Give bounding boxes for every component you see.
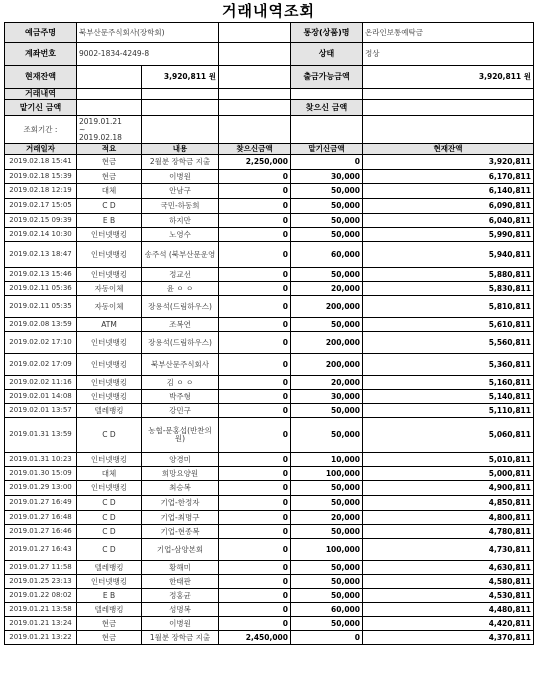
withdraw-cell: 0 [219, 496, 291, 511]
balance-cell: 6,140,811 [363, 184, 534, 199]
date-cell: 2019.02.11 05:36 [5, 282, 77, 296]
date-cell: 2019.02.02 17:10 [5, 332, 77, 354]
memo-cell: 성명복 [142, 603, 219, 617]
withdraw-amount-label: 찾으신 금액 [291, 100, 363, 116]
type-cell: 현금 [77, 631, 142, 645]
table-row [5, 354, 534, 376]
date-cell: 2019.02.18 12:19 [5, 184, 77, 199]
withdraw-cell: 0 [219, 481, 291, 496]
deposit-cell: 60,000 [291, 242, 363, 268]
memo-cell: 장용석(드림하우스) [142, 332, 219, 354]
memo-cell: 안남구 [142, 184, 219, 199]
withdraw-cell: 0 [219, 418, 291, 453]
date-cell: 2019.02.01 14:08 [5, 390, 77, 404]
balance-cell: 4,480,811 [363, 603, 534, 617]
account-number-value: 9002-1834-4249-8 [77, 43, 219, 66]
table-row [5, 228, 534, 242]
type-cell: ATM [77, 318, 142, 332]
table-row [5, 170, 534, 184]
column-header: 현재잔액 [363, 144, 534, 155]
type-cell: C D [77, 496, 142, 511]
balance-cell: 5,940,811 [363, 242, 534, 268]
withdraw-cell: 0 [219, 376, 291, 390]
withdraw-cell: 0 [219, 539, 291, 561]
date-cell: 2019.01.27 11:58 [5, 561, 77, 575]
type-cell: 현금 [77, 617, 142, 631]
memo-cell: 기업-삼양본회 [142, 539, 219, 561]
date-cell: 2019.01.31 13:59 [5, 418, 77, 453]
table-row [5, 575, 534, 589]
type-cell: C D [77, 539, 142, 561]
balance-cell: 5,010,811 [363, 453, 534, 467]
table-row [5, 332, 534, 354]
type-cell: 인터넷뱅킹 [77, 376, 142, 390]
withdraw-cell: 0 [219, 589, 291, 603]
table-row [5, 453, 534, 467]
balance-cell: 4,780,811 [363, 525, 534, 539]
table-row [5, 418, 534, 453]
table-row [5, 525, 534, 539]
memo-cell: 북부산문주식회사 [142, 354, 219, 376]
type-cell: 인터넷뱅킹 [77, 242, 142, 268]
balance-cell: 4,900,811 [363, 481, 534, 496]
date-cell: 2019.01.21 13:22 [5, 631, 77, 645]
withdraw-cell: 0 [219, 603, 291, 617]
table-row [5, 617, 534, 631]
withdraw-cell: 2,250,000 [219, 155, 291, 170]
memo-cell: 조복연 [142, 318, 219, 332]
withdraw-cell: 0 [219, 354, 291, 376]
type-cell: 대체 [77, 184, 142, 199]
deposit-cell: 50,000 [291, 268, 363, 282]
balance-label: 현재잔액 [5, 66, 77, 89]
date-cell: 2019.01.25 23:13 [5, 575, 77, 589]
date-cell: 2019.01.29 13:00 [5, 481, 77, 496]
account-type-label: 통장(상품)명 [291, 23, 363, 43]
table-row [5, 481, 534, 496]
memo-cell: 1월분 장학금 지출 [142, 631, 219, 645]
memo-cell: 희망요양원 [142, 467, 219, 481]
withdraw-cell: 0 [219, 268, 291, 282]
withdraw-cell: 0 [219, 242, 291, 268]
page-title: 거래내역조회 [222, 2, 315, 20]
memo-cell: 정홍균 [142, 589, 219, 603]
memo-cell: 한태판 [142, 575, 219, 589]
type-cell: 현금 [77, 155, 142, 170]
withdraw-cell: 0 [219, 228, 291, 242]
balance-cell: 4,530,811 [363, 589, 534, 603]
table-row [5, 214, 534, 228]
memo-cell: 기업-현종복 [142, 525, 219, 539]
withdraw-cell: 0 [219, 199, 291, 214]
balance-cell: 5,810,811 [363, 296, 534, 318]
withdraw-cell: 0 [219, 318, 291, 332]
memo-cell: 국민-하동희 [142, 199, 219, 214]
memo-cell: 장용석(드림하우스) [142, 296, 219, 318]
memo-cell: 기업-한정자 [142, 496, 219, 511]
balance-cell: 5,060,811 [363, 418, 534, 453]
deposit-cell: 50,000 [291, 404, 363, 418]
account-info-table [4, 22, 534, 144]
date-cell: 2019.01.30 15:09 [5, 467, 77, 481]
balance-cell: 6,090,811 [363, 199, 534, 214]
balance-cell: 4,420,811 [363, 617, 534, 631]
date-cell: 2019.02.14 10:30 [5, 228, 77, 242]
column-header: 거래일자 [5, 144, 77, 155]
date-cell: 2019.02.13 15:46 [5, 268, 77, 282]
memo-cell: 김 ㅇ ㅇ [142, 376, 219, 390]
column-header: 찾으신금액 [219, 144, 291, 155]
table-row [5, 589, 534, 603]
date-cell: 2019.01.31 10:23 [5, 453, 77, 467]
withdraw-cell: 0 [219, 170, 291, 184]
date-cell: 2019.01.27 16:43 [5, 539, 77, 561]
withdraw-cell: 0 [219, 561, 291, 575]
date-cell: 2019.01.21 13:24 [5, 617, 77, 631]
period-label: 조회기간 : [5, 116, 77, 144]
type-cell: 인터넷뱅킹 [77, 481, 142, 496]
deposit-cell: 50,000 [291, 575, 363, 589]
balance-cell: 5,360,811 [363, 354, 534, 376]
type-cell: 인터넷뱅킹 [77, 332, 142, 354]
balance-cell: 5,000,811 [363, 467, 534, 481]
statement-page [4, 0, 533, 645]
table-row [5, 318, 534, 332]
status-value: 정상 [363, 43, 534, 66]
withdraw-cell: 0 [219, 214, 291, 228]
deposit-cell: 50,000 [291, 496, 363, 511]
withdraw-cell: 0 [219, 332, 291, 354]
type-cell: E B [77, 589, 142, 603]
balance-cell: 6,170,811 [363, 170, 534, 184]
type-cell: E B [77, 214, 142, 228]
balance-cell: 5,140,811 [363, 390, 534, 404]
deposit-cell: 50,000 [291, 589, 363, 603]
deposit-cell: 200,000 [291, 332, 363, 354]
deposit-cell: 50,000 [291, 199, 363, 214]
table-row [5, 268, 534, 282]
type-cell: 인터넷뱅킹 [77, 390, 142, 404]
table-row [5, 282, 534, 296]
memo-cell: 윤 ㅇ ㅇ [142, 282, 219, 296]
table-row [5, 390, 534, 404]
date-cell: 2019.01.27 16:48 [5, 511, 77, 525]
deposit-cell: 10,000 [291, 453, 363, 467]
memo-cell: 이병원 [142, 617, 219, 631]
withdraw-cell: 0 [219, 467, 291, 481]
memo-cell: 농협-문홍섭(반찬의원) [142, 418, 219, 453]
type-cell: C D [77, 418, 142, 453]
table-row [5, 631, 534, 645]
balance-value: 3,920,811 원 [142, 66, 219, 89]
withdraw-cell: 0 [219, 511, 291, 525]
period-to: 2019.02.18 [79, 132, 122, 142]
date-cell: 2019.02.08 13:59 [5, 318, 77, 332]
table-row [5, 467, 534, 481]
available-label: 출금가능금액 [291, 66, 363, 89]
date-cell: 2019.02.18 15:41 [5, 155, 77, 170]
memo-cell: 강민구 [142, 404, 219, 418]
available-value: 3,920,811 원 [363, 66, 534, 89]
table-row [5, 404, 534, 418]
memo-cell: 송주석 (북부산문운영 [142, 242, 219, 268]
date-cell: 2019.02.18 15:39 [5, 170, 77, 184]
date-cell: 2019.02.02 11:16 [5, 376, 77, 390]
balance-cell: 6,040,811 [363, 214, 534, 228]
balance-cell: 5,880,811 [363, 268, 534, 282]
column-header: 내용 [142, 144, 219, 155]
type-cell: 텔레뱅킹 [77, 404, 142, 418]
holder-label: 예금주명 [5, 23, 77, 43]
balance-cell: 5,160,811 [363, 376, 534, 390]
deposit-cell: 0 [291, 155, 363, 170]
deposit-cell: 50,000 [291, 481, 363, 496]
date-cell: 2019.02.11 05:35 [5, 296, 77, 318]
table-row [5, 561, 534, 575]
deposit-cell: 20,000 [291, 376, 363, 390]
date-cell: 2019.02.17 15:05 [5, 199, 77, 214]
deposit-cell: 200,000 [291, 296, 363, 318]
type-cell: 현금 [77, 170, 142, 184]
deposit-cell: 60,000 [291, 603, 363, 617]
balance-cell: 4,730,811 [363, 539, 534, 561]
balance-cell: 5,990,811 [363, 228, 534, 242]
withdraw-cell: 2,450,000 [219, 631, 291, 645]
memo-cell: 박주형 [142, 390, 219, 404]
type-cell: C D [77, 199, 142, 214]
memo-cell: 양경미 [142, 453, 219, 467]
memo-cell: 이병원 [142, 170, 219, 184]
withdraw-cell: 0 [219, 404, 291, 418]
type-cell: C D [77, 511, 142, 525]
date-cell: 2019.02.15 09:39 [5, 214, 77, 228]
memo-cell: 황해미 [142, 561, 219, 575]
withdraw-cell: 0 [219, 296, 291, 318]
transactions-header-row [5, 144, 534, 155]
column-header: 맡기신금액 [291, 144, 363, 155]
period-range [77, 116, 142, 144]
column-header: 적요 [77, 144, 142, 155]
balance-cell: 5,830,811 [363, 282, 534, 296]
deposit-cell: 30,000 [291, 170, 363, 184]
withdraw-cell: 0 [219, 575, 291, 589]
account-number-label: 계좌번호 [5, 43, 77, 66]
deposit-cell: 50,000 [291, 525, 363, 539]
table-row [5, 603, 534, 617]
deposit-cell: 50,000 [291, 561, 363, 575]
deposit-cell: 100,000 [291, 539, 363, 561]
table-row [5, 296, 534, 318]
table-row [5, 376, 534, 390]
date-cell: 2019.01.27 16:49 [5, 496, 77, 511]
balance-cell: 4,850,811 [363, 496, 534, 511]
deposit-cell: 200,000 [291, 354, 363, 376]
withdraw-cell: 0 [219, 617, 291, 631]
withdraw-cell: 0 [219, 390, 291, 404]
deposit-cell: 20,000 [291, 511, 363, 525]
deposit-cell: 50,000 [291, 228, 363, 242]
withdraw-cell: 0 [219, 453, 291, 467]
date-cell: 2019.02.02 17:09 [5, 354, 77, 376]
balance-cell: 3,920,811 [363, 155, 534, 170]
memo-cell: 기업-최명구 [142, 511, 219, 525]
deposit-cell: 50,000 [291, 418, 363, 453]
type-cell: 자동이체 [77, 282, 142, 296]
type-cell: 인터넷뱅킹 [77, 453, 142, 467]
type-cell: 텔레뱅킹 [77, 561, 142, 575]
account-type-value: 온라인보통예탁금 [363, 23, 534, 43]
type-cell: 인터넷뱅킹 [77, 575, 142, 589]
history-label: 거래내역 [5, 89, 77, 100]
balance-cell: 4,370,811 [363, 631, 534, 645]
type-cell: 대체 [77, 467, 142, 481]
withdraw-cell: 0 [219, 525, 291, 539]
memo-cell: 2월분 장학금 지출 [142, 155, 219, 170]
type-cell: C D [77, 525, 142, 539]
balance-cell: 4,800,811 [363, 511, 534, 525]
memo-cell: 최승복 [142, 481, 219, 496]
balance-cell: 4,630,811 [363, 561, 534, 575]
table-row [5, 155, 534, 170]
balance-cell: 5,110,811 [363, 404, 534, 418]
table-row [5, 242, 534, 268]
date-cell: 2019.01.27 16:46 [5, 525, 77, 539]
type-cell: 텔레뱅킹 [77, 603, 142, 617]
deposit-amount-label: 맡기신 금액 [5, 100, 77, 116]
deposit-cell: 100,000 [291, 467, 363, 481]
period-dash: ~ [79, 124, 86, 134]
type-cell: 자동이체 [77, 296, 142, 318]
type-cell: 인터넷뱅킹 [77, 268, 142, 282]
table-row [5, 199, 534, 214]
memo-cell: 하지만 [142, 214, 219, 228]
date-cell: 2019.02.13 18:47 [5, 242, 77, 268]
deposit-cell: 50,000 [291, 184, 363, 199]
date-cell: 2019.01.21 13:58 [5, 603, 77, 617]
type-cell: 인터넷뱅킹 [77, 354, 142, 376]
status-label: 상태 [291, 43, 363, 66]
memo-cell: 정교선 [142, 268, 219, 282]
table-row [5, 539, 534, 561]
balance-cell: 5,610,811 [363, 318, 534, 332]
withdraw-cell: 0 [219, 184, 291, 199]
balance-cell: 5,560,811 [363, 332, 534, 354]
deposit-cell: 50,000 [291, 617, 363, 631]
type-cell: 인터넷뱅킹 [77, 228, 142, 242]
transactions-body [5, 155, 534, 645]
deposit-cell: 30,000 [291, 390, 363, 404]
table-row [5, 511, 534, 525]
deposit-cell: 20,000 [291, 282, 363, 296]
date-cell: 2019.01.22 08:02 [5, 589, 77, 603]
memo-cell: 노영수 [142, 228, 219, 242]
transactions-table [4, 143, 534, 645]
date-cell: 2019.02.01 13:57 [5, 404, 77, 418]
deposit-cell: 50,000 [291, 318, 363, 332]
table-row [5, 496, 534, 511]
withdraw-cell: 0 [219, 282, 291, 296]
deposit-cell: 0 [291, 631, 363, 645]
balance-cell: 4,580,811 [363, 575, 534, 589]
period-from: 2019.01.21 [79, 116, 122, 126]
deposit-cell: 50,000 [291, 214, 363, 228]
holder-value: 북부산문주식회사(장학회) [77, 23, 219, 43]
table-row [5, 184, 534, 199]
